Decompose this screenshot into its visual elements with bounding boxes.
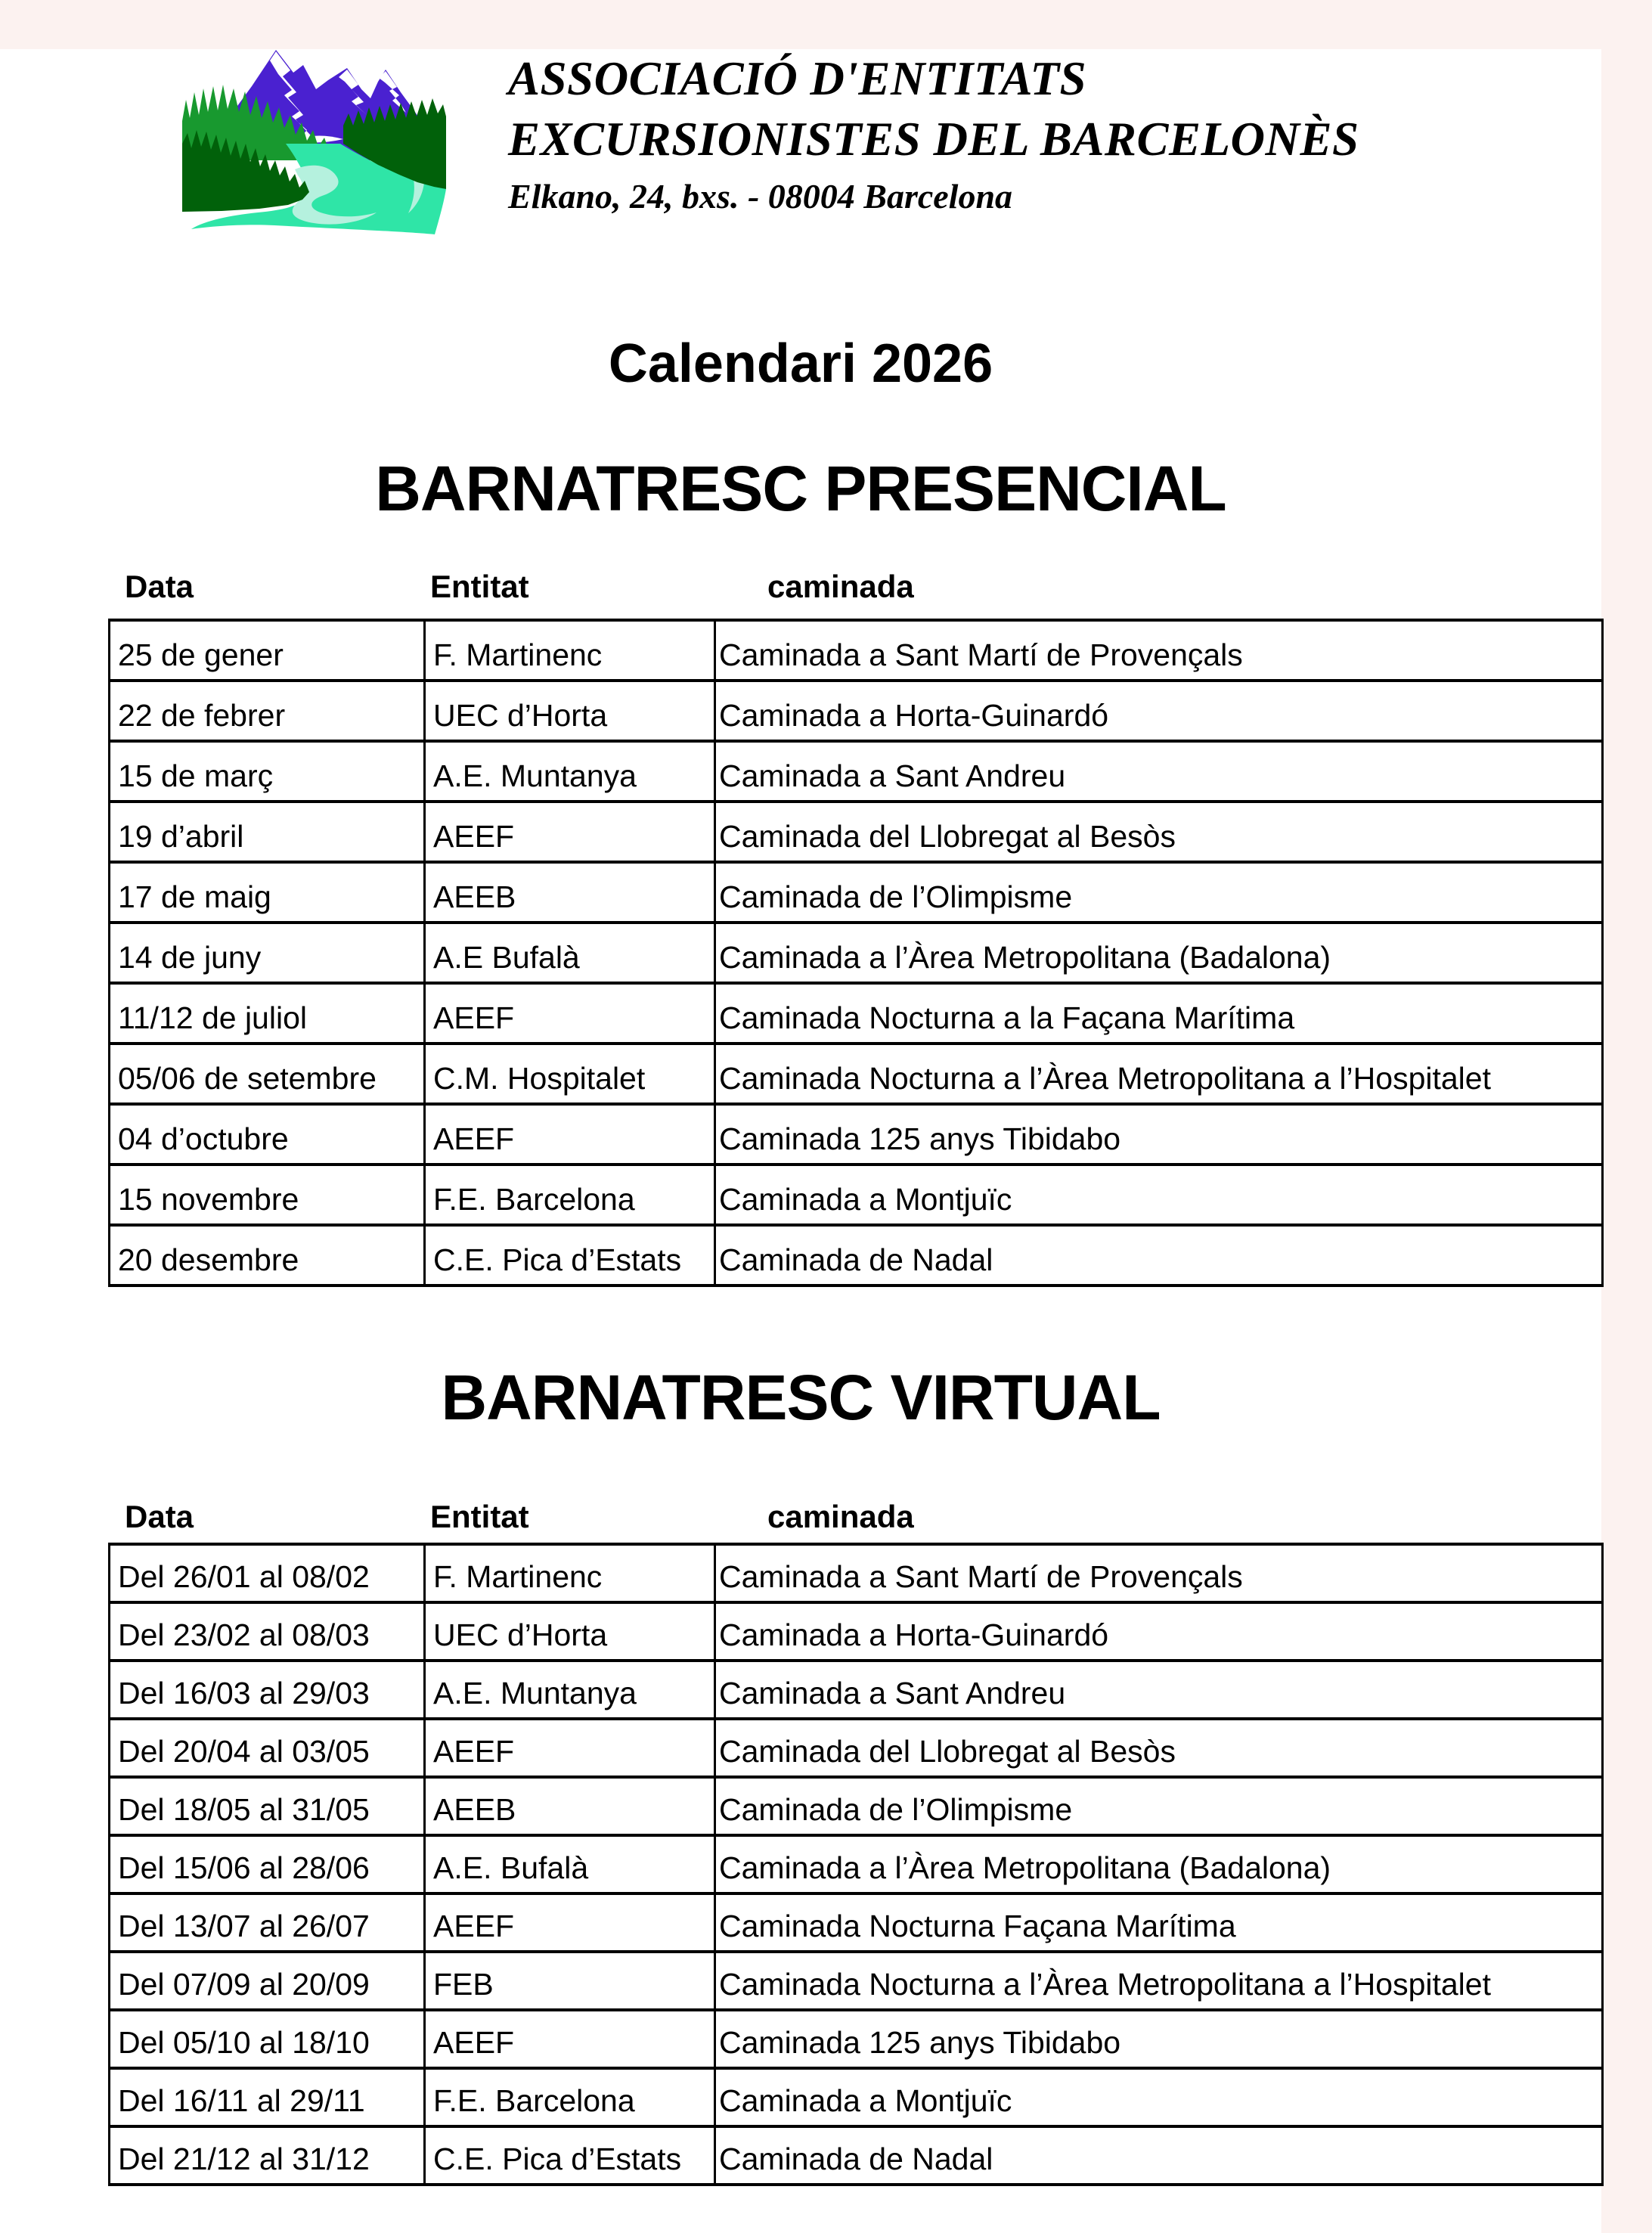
table-row bbox=[110, 802, 1603, 862]
walk-cell: Caminada a Sant Martí de Provençals bbox=[715, 1544, 1603, 1602]
column-header-entitat: Entitat bbox=[430, 569, 529, 604]
section-title-virtual: BARNATRESC VIRTUAL bbox=[441, 1362, 1161, 1433]
entity-cell: A.E Bufalà bbox=[425, 923, 715, 983]
entity-cell: A.E. Muntanya bbox=[425, 741, 715, 802]
table-row bbox=[110, 1104, 1603, 1165]
table-row bbox=[110, 862, 1603, 923]
entity-cell: AEEF bbox=[425, 983, 715, 1044]
section-title-presencial: BARNATRESC PRESENCIAL bbox=[375, 453, 1226, 524]
date-cell: Del 15/06 al 28/06 bbox=[110, 1835, 425, 1893]
table-row bbox=[110, 1835, 1603, 1893]
entity-cell: F.E. Barcelona bbox=[425, 2068, 715, 2126]
date-cell: Del 23/02 al 08/03 bbox=[110, 1602, 425, 1661]
section-table-body-1 bbox=[110, 1544, 1603, 2185]
entity-cell: AEEF bbox=[425, 1719, 715, 1777]
date-cell: 22 de febrer bbox=[110, 681, 425, 741]
date-cell: 04 d’octubre bbox=[110, 1104, 425, 1165]
calendar-table-presencial bbox=[108, 619, 1604, 1287]
table-row bbox=[110, 1952, 1603, 2010]
entity-cell: AEEF bbox=[425, 2010, 715, 2068]
date-cell: 20 desembre bbox=[110, 1225, 425, 1286]
walk-cell: Caminada a Montjuïc bbox=[715, 1165, 1603, 1225]
entity-cell: AEEF bbox=[425, 802, 715, 862]
table-row bbox=[110, 2126, 1603, 2185]
date-cell: 25 de gener bbox=[110, 620, 425, 681]
walk-cell: Caminada a Horta-Guinardó bbox=[715, 1602, 1603, 1661]
date-cell: Del 16/03 al 29/03 bbox=[110, 1661, 425, 1719]
entity-cell: C.E. Pica d’Estats bbox=[425, 2126, 715, 2185]
walk-cell: Caminada del Llobregat al Besòs bbox=[715, 802, 1603, 862]
table-row bbox=[110, 1777, 1603, 1835]
walk-cell: Caminada de Nadal bbox=[715, 2126, 1603, 2185]
table-row bbox=[110, 681, 1603, 741]
org-name-line2: EXCURSIONISTES DEL BARCELONÈS bbox=[508, 113, 1359, 166]
walk-cell: Caminada Nocturna a la Façana Marítima bbox=[715, 983, 1603, 1044]
date-cell: Del 20/04 al 03/05 bbox=[110, 1719, 425, 1777]
date-cell: 05/06 de setembre bbox=[110, 1044, 425, 1104]
entity-cell: F. Martinenc bbox=[425, 620, 715, 681]
walk-cell: Caminada de l’Olimpisme bbox=[715, 862, 1603, 923]
walk-cell: Caminada a Sant Andreu bbox=[715, 1661, 1603, 1719]
date-cell: Del 05/10 al 18/10 bbox=[110, 2010, 425, 2068]
column-header-caminada: caminada bbox=[767, 569, 914, 604]
letterhead bbox=[508, 48, 1506, 216]
entity-cell: A.E. Muntanya bbox=[425, 1661, 715, 1719]
column-header-data: Data bbox=[125, 1499, 194, 1534]
entity-cell: UEC d’Horta bbox=[425, 1602, 715, 1661]
table-row bbox=[110, 2068, 1603, 2126]
column-headers-virtual bbox=[0, 1499, 1601, 1538]
date-cell: Del 26/01 al 08/02 bbox=[110, 1544, 425, 1602]
date-cell: Del 18/05 al 31/05 bbox=[110, 1777, 425, 1835]
entity-cell: AEEF bbox=[425, 1893, 715, 1952]
entity-cell: C.M. Hospitalet bbox=[425, 1044, 715, 1104]
entity-cell: A.E. Bufalà bbox=[425, 1835, 715, 1893]
date-cell: Del 21/12 al 31/12 bbox=[110, 2126, 425, 2185]
table-row bbox=[110, 983, 1603, 1044]
entity-cell: F. Martinenc bbox=[425, 1544, 715, 1602]
org-name-line1: ASSOCIACIÓ D'ENTITATS bbox=[508, 52, 1087, 105]
column-header-data: Data bbox=[125, 569, 194, 604]
walk-cell: Caminada a Sant Martí de Provençals bbox=[715, 620, 1603, 681]
table-row bbox=[110, 1044, 1603, 1104]
table-row bbox=[110, 1661, 1603, 1719]
date-cell: 17 de maig bbox=[110, 862, 425, 923]
walk-cell: Caminada 125 anys Tibidabo bbox=[715, 1104, 1603, 1165]
date-cell: 19 d’abril bbox=[110, 802, 425, 862]
walk-cell: Caminada a Horta-Guinardó bbox=[715, 681, 1603, 741]
table-row bbox=[110, 620, 1603, 681]
table-row bbox=[110, 1893, 1603, 1952]
walk-cell: Caminada a Sant Andreu bbox=[715, 741, 1603, 802]
mountain-river-logo-icon bbox=[179, 47, 491, 251]
page-title: Calendari 2026 bbox=[608, 333, 993, 394]
walk-cell: Caminada a l’Àrea Metropolitana (Badalona) bbox=[715, 923, 1603, 983]
walk-cell: Caminada a l’Àrea Metropolitana (Badalona) bbox=[715, 1835, 1603, 1893]
date-cell: 14 de juny bbox=[110, 923, 425, 983]
entity-cell: AEEB bbox=[425, 862, 715, 923]
table-row bbox=[110, 2010, 1603, 2068]
table-row bbox=[110, 1225, 1603, 1286]
entity-cell: FEB bbox=[425, 1952, 715, 2010]
column-headers-presencial bbox=[0, 569, 1601, 608]
table-row bbox=[110, 923, 1603, 983]
entity-cell: C.E. Pica d’Estats bbox=[425, 1225, 715, 1286]
date-cell: Del 13/07 al 26/07 bbox=[110, 1893, 425, 1952]
calendar-table-virtual bbox=[108, 1543, 1604, 2186]
walk-cell: Caminada a Montjuïc bbox=[715, 2068, 1603, 2126]
column-header-entitat: Entitat bbox=[430, 1499, 529, 1534]
entity-cell: AEEB bbox=[425, 1777, 715, 1835]
org-address: Elkano, 24, bxs. - 08004 Barcelona bbox=[508, 177, 1013, 216]
date-cell: 11/12 de juliol bbox=[110, 983, 425, 1044]
table-row bbox=[110, 1165, 1603, 1225]
walk-cell: Caminada Nocturna a l’Àrea Metropolitana a l’Hospitalet bbox=[715, 1044, 1603, 1104]
entity-cell: F.E. Barcelona bbox=[425, 1165, 715, 1225]
date-cell: 15 novembre bbox=[110, 1165, 425, 1225]
walk-cell: Caminada de l’Olimpisme bbox=[715, 1777, 1603, 1835]
walk-cell: Caminada del Llobregat al Besòs bbox=[715, 1719, 1603, 1777]
date-cell: Del 16/11 al 29/11 bbox=[110, 2068, 425, 2126]
table-row bbox=[110, 1602, 1603, 1661]
date-cell: 15 de març bbox=[110, 741, 425, 802]
walk-cell: Caminada Nocturna a l’Àrea Metropolitana a l’Hospitalet bbox=[715, 1952, 1603, 2010]
walk-cell: Caminada de Nadal bbox=[715, 1225, 1603, 1286]
table-row bbox=[110, 1544, 1603, 1602]
column-header-caminada: caminada bbox=[767, 1499, 914, 1534]
entity-cell: UEC d’Horta bbox=[425, 681, 715, 741]
table-row bbox=[110, 741, 1603, 802]
entity-cell: AEEF bbox=[425, 1104, 715, 1165]
section-table-body-0 bbox=[110, 620, 1603, 1286]
table-row bbox=[110, 1719, 1603, 1777]
walk-cell: Caminada 125 anys Tibidabo bbox=[715, 2010, 1603, 2068]
walk-cell: Caminada Nocturna Façana Marítima bbox=[715, 1893, 1603, 1952]
date-cell: Del 07/09 al 20/09 bbox=[110, 1952, 425, 2010]
